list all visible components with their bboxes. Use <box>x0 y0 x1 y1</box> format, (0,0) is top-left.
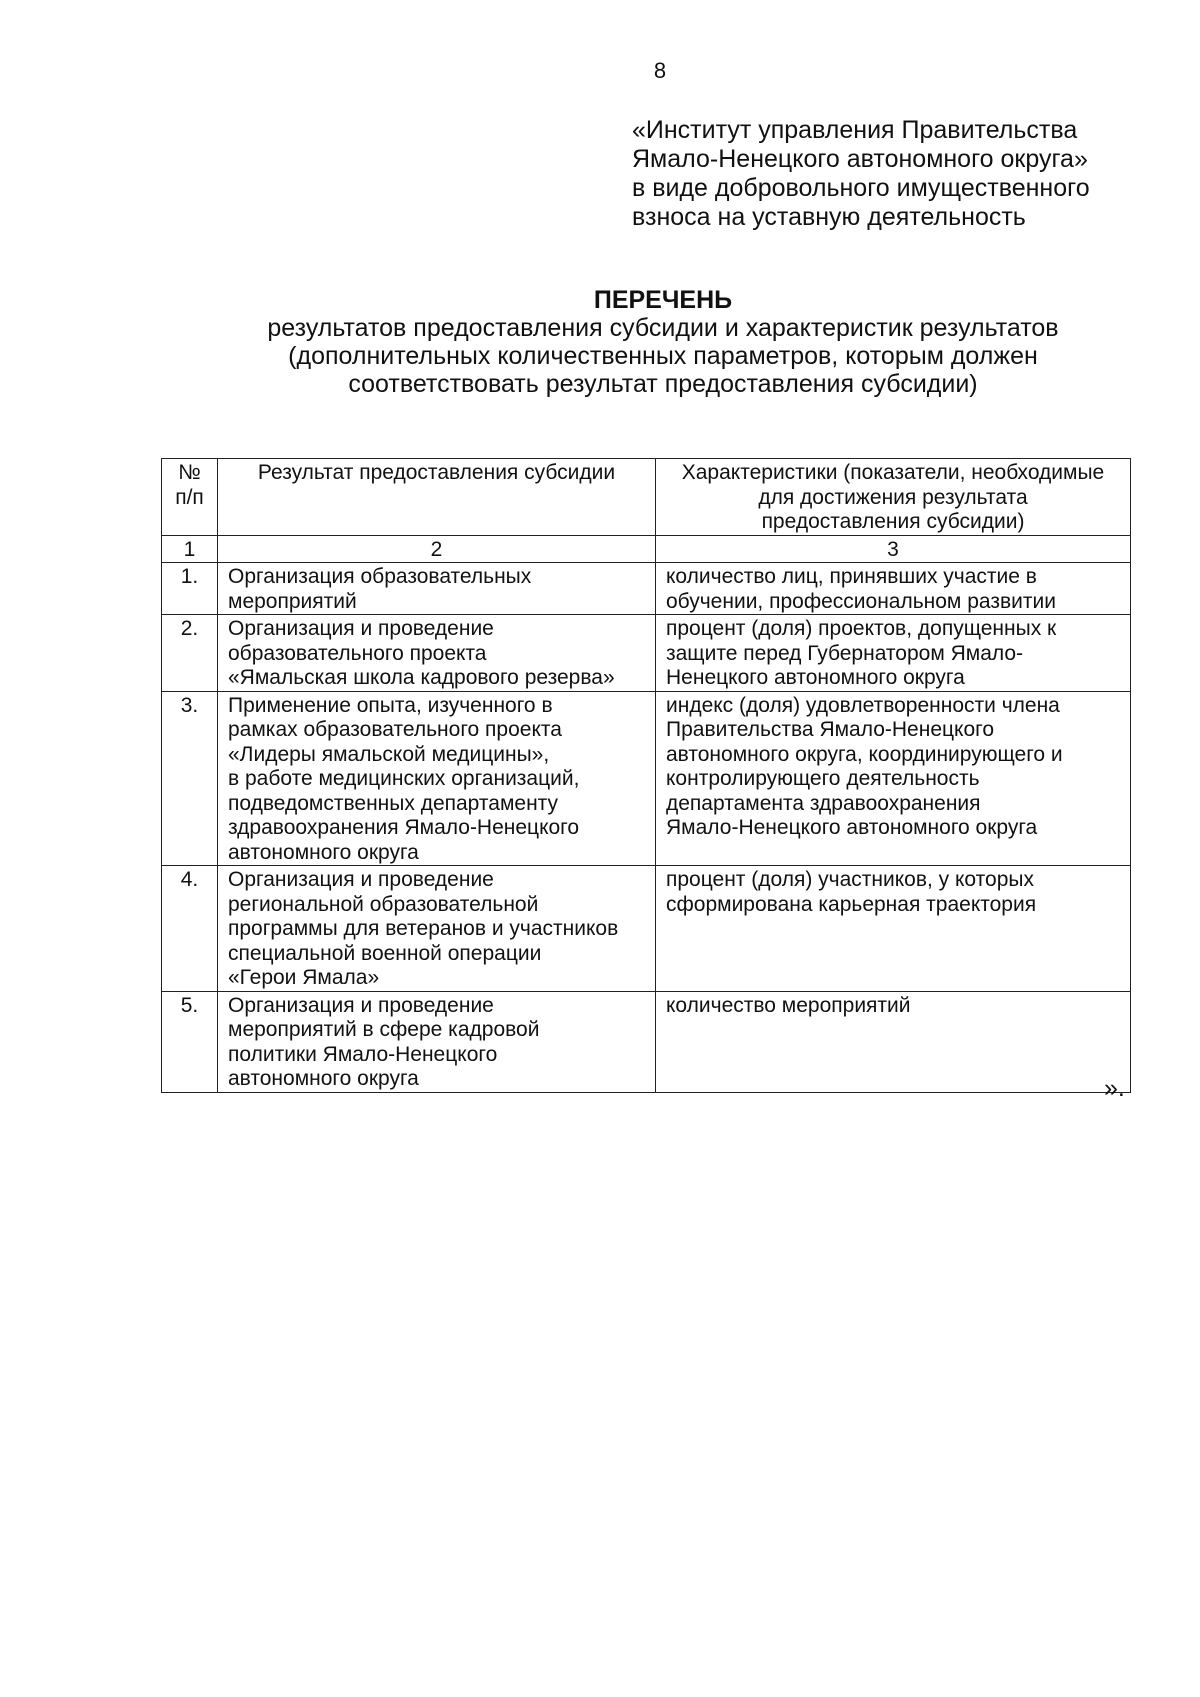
header-cell-result <box>218 459 656 536</box>
header-text: Результат предоставления субсидии <box>257 461 616 484</box>
row-number-cell: 2. <box>162 615 218 692</box>
result-text: в работе медицинских организаций, <box>228 767 580 790</box>
characteristic-cell <box>656 866 1131 992</box>
table-row <box>162 615 1131 692</box>
characteristic-text: обучении, профессиональном развитии <box>666 589 1056 613</box>
column-number-row <box>162 535 1131 563</box>
header-text: Характеристики (показатели, необходимые <box>681 461 1105 484</box>
column-number-cell: 3 <box>656 535 1131 563</box>
result-text: Организация и проведение <box>228 993 494 1017</box>
result-cell <box>218 691 656 866</box>
subtitle-line: (дополнительных количественных параметров, которым должен <box>288 342 1038 370</box>
result-text: рамках образовательного проекта <box>228 718 562 741</box>
characteristic-text: защите перед Губернатором Ямало- <box>666 641 1024 665</box>
table-row <box>162 563 1131 615</box>
result-text: «Ямальская школа кадрового резерва» <box>228 666 615 689</box>
result-text: политики Ямало-Ненецкого <box>228 1042 498 1066</box>
header-line: взноса на уставную деятельность <box>632 203 1026 231</box>
result-text: автономного округа <box>228 1067 419 1090</box>
result-text: «Лидеры ямальской медицины», <box>228 742 550 766</box>
document-header <box>632 116 1152 232</box>
page-number: 8 <box>653 58 667 83</box>
characteristic-text: процент (доля) проектов, допущенных к <box>666 617 1057 640</box>
characteristic-text: процент (доля) участников, у которых <box>666 868 1034 891</box>
row-number-cell: 5. <box>162 991 218 1092</box>
result-text: Организация и проведение <box>228 617 494 640</box>
characteristic-text: количество мероприятий <box>666 993 911 1017</box>
row-number-cell: 4. <box>162 866 218 992</box>
row-number-cell: 3. <box>162 691 218 866</box>
table-row <box>162 991 1131 1092</box>
result-text: Организация и проведение <box>228 868 494 891</box>
result-text: программы для ветеранов и участников <box>228 917 619 940</box>
header-line: в виде добровольного имущественного <box>632 174 1090 202</box>
result-text: мероприятий в сфере кадровой <box>228 1018 540 1041</box>
characteristic-cell <box>656 563 1131 615</box>
characteristic-text: Ямало-Ненецкого автономного округа <box>666 816 1038 839</box>
characteristic-text: индекс (доля) удовлетворенности члена <box>666 693 1060 717</box>
table-row <box>162 691 1131 866</box>
result-text: автономного округа <box>228 840 419 864</box>
result-text: здравоохранения Ямало-Ненецкого <box>228 816 580 839</box>
subtitle-line: результатов предоставления субсидии и характеристик результатов <box>267 314 1059 342</box>
characteristic-text: количество лиц, принявших участие в <box>666 565 1037 588</box>
result-text: мероприятий <box>228 589 357 613</box>
result-text: специальной военной операции <box>228 941 542 965</box>
header-text: предоставления субсидии) <box>761 510 1025 533</box>
header-text: п/п <box>175 485 204 509</box>
characteristic-text: Правительства Ямало-Ненецкого <box>666 718 995 741</box>
characteristic-text: автономного округа, координирующего и <box>666 742 1063 766</box>
result-text: Организация образовательных <box>228 565 532 588</box>
table-row <box>162 866 1131 992</box>
table-header-row <box>162 459 1131 536</box>
characteristic-cell <box>656 691 1131 866</box>
result-cell <box>218 866 656 992</box>
result-text: «Герои Ямала» <box>228 966 380 989</box>
characteristic-text: сформирована карьерная траектория <box>666 892 1037 916</box>
results-table <box>161 458 1131 1093</box>
result-text: региональной образовательной <box>228 892 539 916</box>
result-text: образовательного проекта <box>228 641 487 665</box>
result-cell <box>218 563 656 615</box>
result-cell <box>218 615 656 692</box>
column-number-cell: 1 <box>162 535 218 563</box>
row-number-cell: 1. <box>162 563 218 615</box>
header-cell-characteristic <box>656 459 1131 536</box>
result-cell <box>218 991 656 1092</box>
characteristic-text: контролирующего деятельность <box>666 767 980 790</box>
characteristic-text: Ненецкого автономного округа <box>666 666 965 689</box>
header-line: Ямало-Ненецкого автономного округа» <box>632 145 1088 173</box>
column-number-cell: 2 <box>218 535 656 563</box>
document-title-block <box>163 286 1163 398</box>
closing-quote-mark: ». <box>1104 1074 1125 1102</box>
header-text: № <box>178 461 201 484</box>
header-cell-number <box>162 459 218 536</box>
characteristic-cell <box>656 615 1131 692</box>
document-title: ПЕРЕЧЕНЬ <box>593 286 733 314</box>
result-text: подведомственных департаменту <box>228 791 559 815</box>
characteristic-text: департамента здравоохранения <box>666 791 981 815</box>
header-text: для достижения результата <box>758 485 1028 509</box>
result-text: Применение опыта, изученного в <box>228 693 553 717</box>
subtitle-line: соответствовать результат предоставления субсидии) <box>348 370 978 398</box>
characteristic-cell <box>656 991 1131 1092</box>
header-line: «Институт управления Правительства <box>632 116 1078 144</box>
